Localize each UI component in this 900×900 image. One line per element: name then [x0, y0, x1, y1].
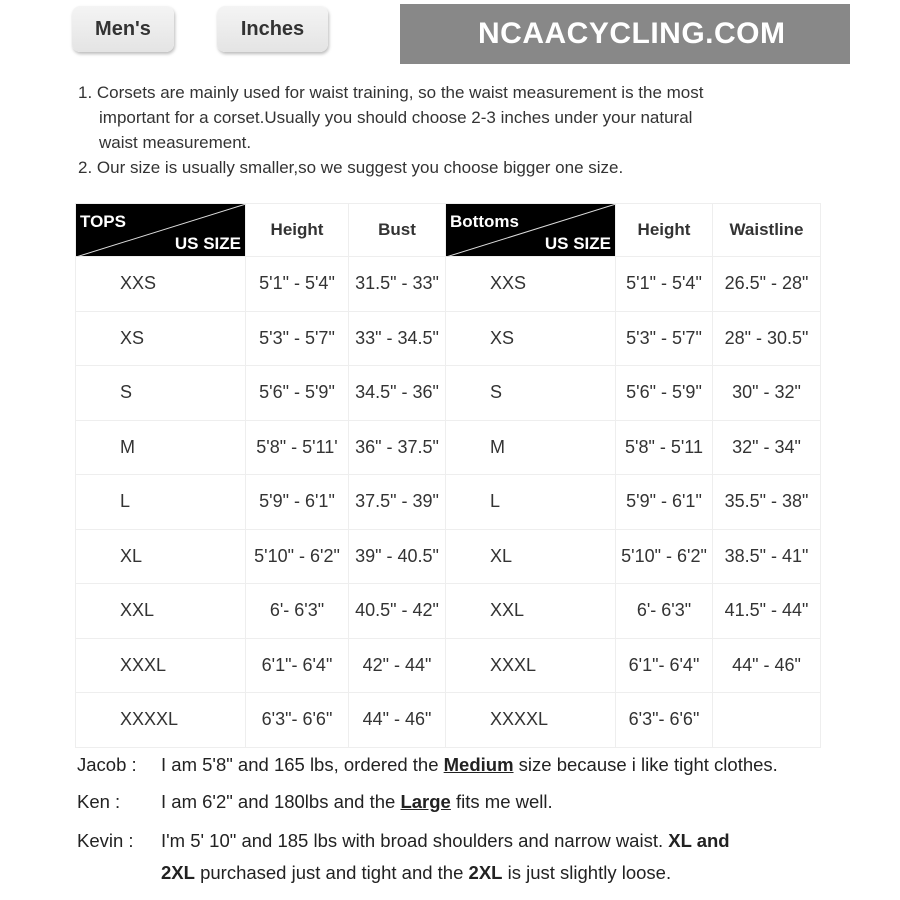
waistline-cell: 44" - 46"	[713, 638, 821, 693]
tops-size-cell: XXL	[76, 584, 246, 639]
reviewer-name: Ken :	[77, 791, 121, 812]
tops-height-cell: 5'8" - 5'11'	[246, 420, 349, 475]
review-text: I'm 5' 10" and 185 lbs with broad shoulders and narrow waist.	[161, 830, 669, 851]
tops-label: TOPS	[80, 212, 126, 231]
review-kevin-cont	[161, 862, 671, 884]
tops-size-cell: M	[76, 420, 246, 475]
table-row	[76, 693, 821, 748]
bottoms-size-cell: XXL	[446, 584, 616, 639]
tops-size-cell: XS	[76, 311, 246, 366]
bottoms-size-cell: M	[446, 420, 616, 475]
review-ken	[77, 791, 553, 813]
review-text: fits me well.	[450, 791, 553, 812]
reviewer-name: Jacob :	[77, 754, 137, 775]
inches-button[interactable]: Inches	[217, 6, 328, 52]
tops-height-cell: 5'6" - 5'9"	[246, 366, 349, 421]
column-header: Waistline	[713, 204, 821, 257]
bottoms-height-cell: 5'8" - 5'11	[616, 420, 713, 475]
note-line: important for a corset.Usually you should choose 2-3 inches under your natural	[99, 108, 693, 127]
table-row	[76, 529, 821, 584]
us-size-label: US SIZE	[544, 234, 611, 253]
bottoms-height-cell: 6'1"- 6'4"	[616, 638, 713, 693]
tops-size-cell: XXXL	[76, 638, 246, 693]
tops-size-cell: L	[76, 475, 246, 530]
bottoms-size-cell: XS	[446, 311, 616, 366]
waistline-cell: 28" - 30.5"	[713, 311, 821, 366]
bust-cell: 31.5" - 33"	[349, 257, 446, 312]
table-row	[76, 257, 821, 312]
reviewer-name: Kevin :	[77, 830, 134, 851]
tops-height-cell: 5'9" - 6'1"	[246, 475, 349, 530]
tops-size-cell: XXXXL	[76, 693, 246, 748]
note-line: waist measurement.	[99, 133, 252, 152]
bust-cell: 39" - 40.5"	[349, 529, 446, 584]
table-row	[76, 638, 821, 693]
tops-height-cell: 6'- 6'3"	[246, 584, 349, 639]
bottoms-label: Bottoms	[450, 212, 519, 231]
bottoms-size-cell: L	[446, 475, 616, 530]
waistline-cell: 38.5" - 41"	[713, 529, 821, 584]
waistline-cell: 30" - 32"	[713, 366, 821, 421]
waistline-cell: 41.5" - 44"	[713, 584, 821, 639]
tops-size-cell: XL	[76, 529, 246, 584]
bottoms-size-cell: XL	[446, 529, 616, 584]
column-header: Height	[246, 204, 349, 257]
table-header-row	[76, 204, 821, 257]
bottoms-size-header	[446, 204, 616, 257]
table-row	[76, 366, 821, 421]
bottoms-height-cell: 5'6" - 5'9"	[616, 366, 713, 421]
bottoms-size-cell: XXXL	[446, 638, 616, 693]
table-row	[76, 420, 821, 475]
bottoms-height-cell: 6'3"- 6'6"	[616, 693, 713, 748]
tops-size-cell: S	[76, 366, 246, 421]
bottoms-size-cell: S	[446, 366, 616, 421]
size-chart-table	[75, 203, 821, 748]
mens-button[interactable]: Men's	[72, 6, 174, 52]
bust-cell: 44" - 46"	[349, 693, 446, 748]
note-line: 1. Corsets are mainly used for waist training, so the waist measurement is the most	[78, 83, 704, 102]
waistline-cell: 35.5" - 38"	[713, 475, 821, 530]
waistline-cell: 32" - 34"	[713, 420, 821, 475]
bottoms-height-cell: 5'1" - 5'4"	[616, 257, 713, 312]
bust-cell: 37.5" - 39"	[349, 475, 446, 530]
bust-cell: 34.5" - 36"	[349, 366, 446, 421]
tops-height-cell: 6'3"- 6'6"	[246, 693, 349, 748]
watermark	[400, 4, 850, 64]
tops-size-cell: XXS	[76, 257, 246, 312]
bust-cell: 42" - 44"	[349, 638, 446, 693]
review-text: I am 5'8" and 165 lbs, ordered the	[161, 754, 444, 775]
review-size: 2XL	[161, 862, 195, 883]
review-text: I am 6'2" and 180lbs and the	[161, 791, 401, 812]
review-jacob	[77, 754, 778, 776]
bottoms-height-cell: 5'3" - 5'7"	[616, 311, 713, 366]
tops-size-header	[76, 204, 246, 257]
watermark-text: NCAACYCLING.COM	[478, 17, 786, 50]
review-text: is just slightly loose.	[502, 862, 672, 883]
bottoms-height-cell: 5'10" - 6'2"	[616, 529, 713, 584]
review-size: XL and	[668, 830, 730, 851]
bust-cell: 36" - 37.5"	[349, 420, 446, 475]
tops-height-cell: 5'3" - 5'7"	[246, 311, 349, 366]
review-text: purchased just and tight and the	[194, 862, 469, 883]
size-notes	[78, 80, 778, 180]
bust-cell: 33" - 34.5"	[349, 311, 446, 366]
table-row	[76, 311, 821, 366]
bottoms-size-cell: XXS	[446, 257, 616, 312]
bottoms-height-cell: 6'- 6'3"	[616, 584, 713, 639]
tops-height-cell: 5'1" - 5'4"	[246, 257, 349, 312]
review-size: 2XL	[468, 862, 503, 883]
tops-height-cell: 6'1"- 6'4"	[246, 638, 349, 693]
waistline-cell: 26.5" - 28"	[713, 257, 821, 312]
bust-cell: 40.5" - 42"	[349, 584, 446, 639]
waistline-cell	[713, 693, 821, 748]
review-kevin	[77, 830, 730, 852]
note-line: 2. Our size is usually smaller,so we suggest you choose bigger one size.	[78, 158, 624, 177]
column-header: Bust	[349, 204, 446, 257]
us-size-label: US SIZE	[174, 234, 241, 253]
column-header: Height	[616, 204, 713, 257]
review-size: Large	[400, 791, 451, 812]
bottoms-height-cell: 5'9" - 6'1"	[616, 475, 713, 530]
tops-height-cell: 5'10" - 6'2"	[246, 529, 349, 584]
table-row	[76, 584, 821, 639]
review-text: size because i like tight clothes.	[513, 754, 778, 775]
table-row	[76, 475, 821, 530]
bottoms-size-cell: XXXXL	[446, 693, 616, 748]
review-size: Medium	[443, 754, 514, 775]
